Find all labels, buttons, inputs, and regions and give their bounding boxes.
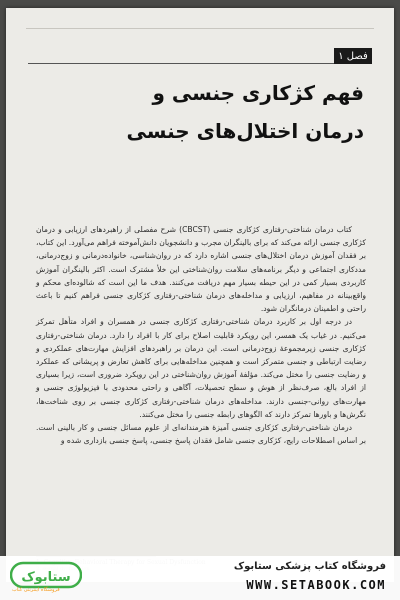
running-header xyxy=(26,22,374,29)
chapter-title xyxy=(34,74,364,150)
paragraph: در درجه اول بر کاربرد درمان شناختی-رفتاری کژکاری جنسی در همسران و افراد متأهل تمرکز می‌کنیم. در غیاب یک همسر، این رویکرد قابلیت اصلاح برای کار با افراد را دارد. درمان شناختی-رفتاری کژکاری جنسی زیرمجموعهٔ زوج‌درمانی است. این درمان بر راهبردهای افزایش مهارت‌های عملکردی و رضایت ارتباطی و جنسی متمرکز است و همچنین مداخله‌هایی برای کاهش تعارض و پریشانی که عملکرد و رضایت جنسی را مختل می‌کند. مؤلفهٔ آموزش روان‌شناختی در این رویکرد ضروری است، زیرا بسیاری از افراد بالغ، صرف‌نظر از هوش و سطح تحصیلات، آگاهی و راحتی محدودی با فیزیولوژی جنسی و مهارت‌های روانی-جنسی دارند. مداخله‌های درمان شناختی-رفتاری کژکاری جنسی بر روی شناخت‌ها، نگرش‌ها و باورها تمرکز دارند که الگوهای رابطه جنسی را مختل می‌کنند. xyxy=(36,317,366,419)
chapter-title-line-2: درمان اختلال‌های جنسی xyxy=(126,119,364,143)
store-name: فروشگاه کتاب پزشکی ستابوک xyxy=(233,561,386,572)
paragraph: کتاب درمان شناختی-رفتاری کژکاری جنسی (CBCST) شرح مفصلی از راهبردهای ارزیابی و درمان کژکاری جنسی ارائه می‌کند که برای بالینگران مجرب و دانشجویان دانش‌آموخته فراهم می‌آورد. این کتاب، بر فقدان آموزش درمان اختلال‌های جنسی اشاره دارد که در روان‌شناسی، خانواده‌درمانی و زوج‌درمانی، مددکاری اجتماعی و دیگر برنامه‌های سلامت روان‌شناختی این خلأ مشترک است. اکثر بالینگران آموزش کاربردی بسیار کمی در این حیطه بسیار مهم دریافت می‌کنند. هدف ما این است که شالوده‌ای محکم و واقع‌بینانه در مفاهیم، ارزیابی و مداخله‌های درمان شناختی-رفتاری کژکاری جنسی فراهم کنیم تا باعث راحتی و اطمینان درمانگران شود. xyxy=(36,225,366,314)
chapter-title-line-1: فهم کژکاری جنسی و xyxy=(152,81,364,105)
store-url[interactable]: WWW.SETABOOK.COM xyxy=(246,578,386,592)
watermark-bar xyxy=(0,556,400,600)
body-text xyxy=(36,223,366,447)
chapter-rule xyxy=(28,63,334,64)
book-page xyxy=(6,8,394,582)
svg-text:ستابوک: ستابوک xyxy=(21,570,71,585)
chapter-label: فصل ۱ xyxy=(334,48,372,64)
paragraph: درمان شناختی-رفتاری کژکاری جنسی آمیزهٔ هنرمندانه‌ای از علوم مسائل جنسی و کار بالینی است. بر اساس اصطلاحات رایج، کژکاری جنسی شامل فقدان پاسخ جنسی، پاسخ جنسی بازداری شده و xyxy=(36,423,366,446)
logo-subtitle: فروشگاه اینترنتی کتاب xyxy=(12,587,60,593)
